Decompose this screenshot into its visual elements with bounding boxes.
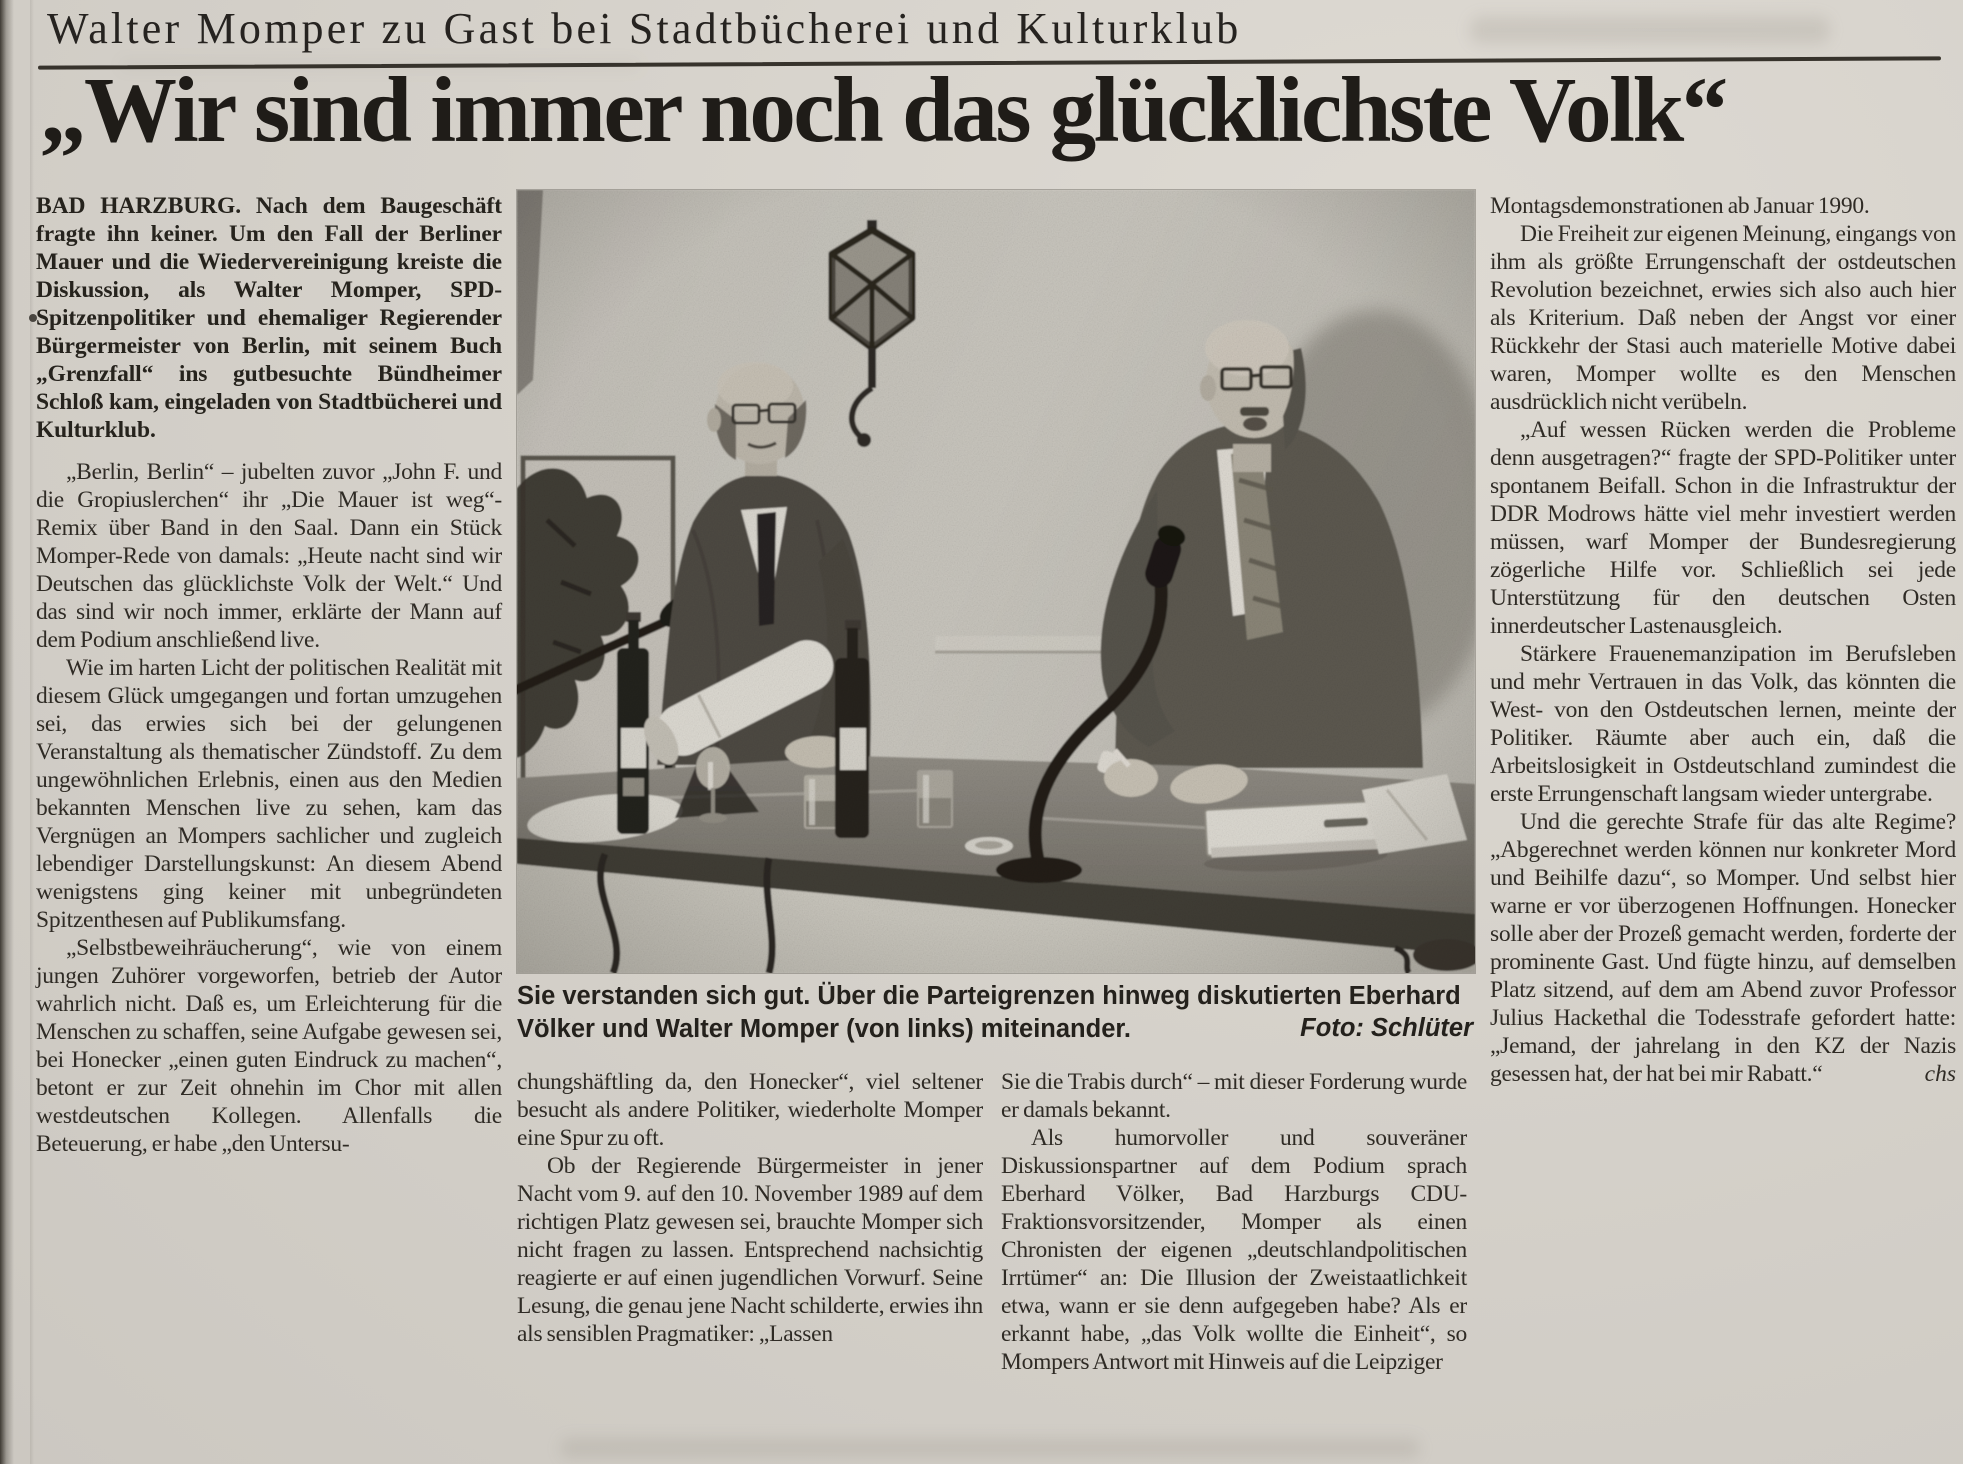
paragraph: „Berlin, Berlin“ – jubelten zuvor „John F. und die Gropiuslerchen“ ihr „Die Mauer ist weg“-Remix über Band in den Saal. Dann ein Stück Momper-Rede von damals: „Heute nacht sind wir Deutschen das glücklichste Volk der Welt.“ Und das sind wir noch immer, erklärte der Mann auf dem Podium anschließend live. <box>36 459 502 653</box>
closing-paragraph <box>1490 808 1956 1088</box>
paragraph: Wie im harten Licht der politischen Realität mit diesem Glück umgegangen und fortan umzugehen sei, das erwies sich bei der gelungenen Veranstaltung als thematischer Zündstoff. Zu dem ungewöhnlichen Erlebnis, einen aus den Medien bekannten Menschen live zu sehen, kam das Vergnügen an Mompers sachlicher und zugleich lebendiger Darstellungskunst: An diesem Abend wenigstens ging keiner mit unbegründeten Spitzenthesen auf Publikumsfang. <box>36 655 502 933</box>
article-column-2 <box>517 1068 983 1348</box>
paragraph: Als humorvoller und souveräner Diskussionspartner auf dem Podium sprach Eberhard Völker, Bad Harzburgs CDU-Fraktionsvorsitzender, Momper als einen Chronisten der eigenen „deutschlandpolitischen Irrtümer“ an: Die Illusion der Zweistaatlichkeit etwa, wann er sie denn aufgegeben habe? Als er erkannt habe, „das Volk wollte die Einheit“, so Mompers Antwort mit Hinweis auf die Leipziger <box>1001 1125 1467 1375</box>
photo-credit: Foto: Schlüter <box>1300 1014 1473 1042</box>
photo-vignette <box>517 190 1475 973</box>
paragraph: Montagsdemonstrationen ab Januar 1990. <box>1490 193 1870 219</box>
page-edge-shadow <box>0 0 14 1464</box>
article-column-4 <box>1490 192 1956 1088</box>
article-column-3 <box>1001 1068 1467 1376</box>
kicker: Walter Momper zu Gast bei Stadtbücherei und Kulturklub <box>47 4 1242 53</box>
paragraph: „Selbstbeweihräucherung“, wie von einem jungen Zuhörer vorgeworfen, betrieb der Autor wahrlich nicht. Daß es, um Erleichterung für die Menschen zu schaffen, seine Aufgabe gewesen sei, bei Honecker „einen guten Eindruck zu machen“, betont er zur Zeit ohnehin im Chor mit allen westdeutschen Kollegen. Allenfalls die Beteuerung, er habe „den Untersu- <box>36 935 502 1157</box>
paragraph: Ob der Regierende Bürgermeister in jener Nacht vom 9. auf den 10. November 1989 auf dem richtigen Platz gewesen sei, brauchte Momper sich nicht fragen zu lassen. Entsprechend nachsichtig reagierte er auf einen jugendlichen Vorwurf. Seine Lesung, die genau jene Nacht schilderte, erwies ihn als sensiblen Pragmatiker: „Lassen <box>517 1153 983 1347</box>
headline: „Wir sind immer noch das glücklichste Volk“ <box>40 59 1726 162</box>
paragraph: chungshäftling da, den Honecker“, viel seltener besucht als andere Politiker, wiederholte Momper eine Spur zu oft. <box>517 1069 983 1151</box>
photo-caption <box>517 980 1475 1046</box>
article-column-1 <box>36 192 502 1158</box>
podium-photo-illustration <box>517 190 1475 973</box>
paragraph: Sie die Trabis durch“ – mit dieser Forderung wurde er damals bekannt. <box>1001 1069 1467 1123</box>
lede-paragraph: BAD HARZBURG. Nach dem Baugeschäft fragte ihn keiner. Um den Fall der Berliner Mauer und die Wiedervereinigung kreiste die Diskussion, als Walter Momper, SPD-Spitzenpolitiker und ehemaliger Regierender Bürgermeister von Berlin, mit seinem Buch „Grenzfall“ ins gutbesuchte Bündheimer Schloß kam, eingeladen von Stadtbücherei und Kulturklub. <box>36 193 502 443</box>
podium-photo <box>517 190 1475 973</box>
paragraph-text: Und die gerechte Strafe für das alte Regime? „Abgerechnet werden können nur konkreter Mord und Beihilfe dazu“, so Momper. Und selbst hier warne er vor überzogenen Hoffnungen. Honecker solle aber der Prozeß gemacht werden, forderte der prominente Gast. Und fügte hinzu, auf demselben Platz sitzend, auf dem am Abend zuvor Professor Julius Hackethal die Todesstrafe gefordert hatte: „Jemand, der jahrelang in den KZ der Nazis gesessen hat, der hat bei mir Rabatt.“ <box>1490 809 1956 1087</box>
paragraph: Die Freiheit zur eigenen Meinung, eingangs von ihm als größte Errungenschaft der ostdeutschen Revolution bezeichnet, erwies sich also auch hier als Kriterium. Daß neben der Angst vor einer Rückkehr der Stasi auch materielle Motive dabei waren, Momper wollte es den Menschen ausdrücklich nicht verübeln. <box>1490 221 1956 415</box>
paragraph: Stärkere Frauenemanzipation im Berufsleben und mehr Vertrauen in das Volk, das könnten die West- von den Ostdeutschen lernen, meinte der Politiker. Räumte aber auch ein, daß die Arbeitslosigkeit in Ostdeutschland zumindest die erste Errungenschaft langsam wieder untergrabe. <box>1490 641 1956 807</box>
paragraph: „Auf wessen Rücken werden die Probleme denn ausgetragen?“ fragte der SPD-Politiker unter spontanem Beifall. Schon in die Infrastruktur der DDR Modrows hätte viel mehr investiert werden müssen, warf Momper der Bundesregierung zögerliche Hilfe vor. Schließlich sei jede Unterstützung für den deutschen Osten innerdeutscher Lastenausgleich. <box>1490 417 1956 639</box>
photo-caption-text: Sie verstanden sich gut. Über die Parteigrenzen hinweg diskutierten Eberhard Völker und Walter Momper (von links) miteinander. <box>517 982 1461 1043</box>
author-byline: chs <box>1924 1061 1956 1087</box>
ink-bleedthrough <box>1470 16 1830 44</box>
ink-bleedthrough <box>560 1438 1420 1458</box>
paper-crease <box>30 0 34 1464</box>
